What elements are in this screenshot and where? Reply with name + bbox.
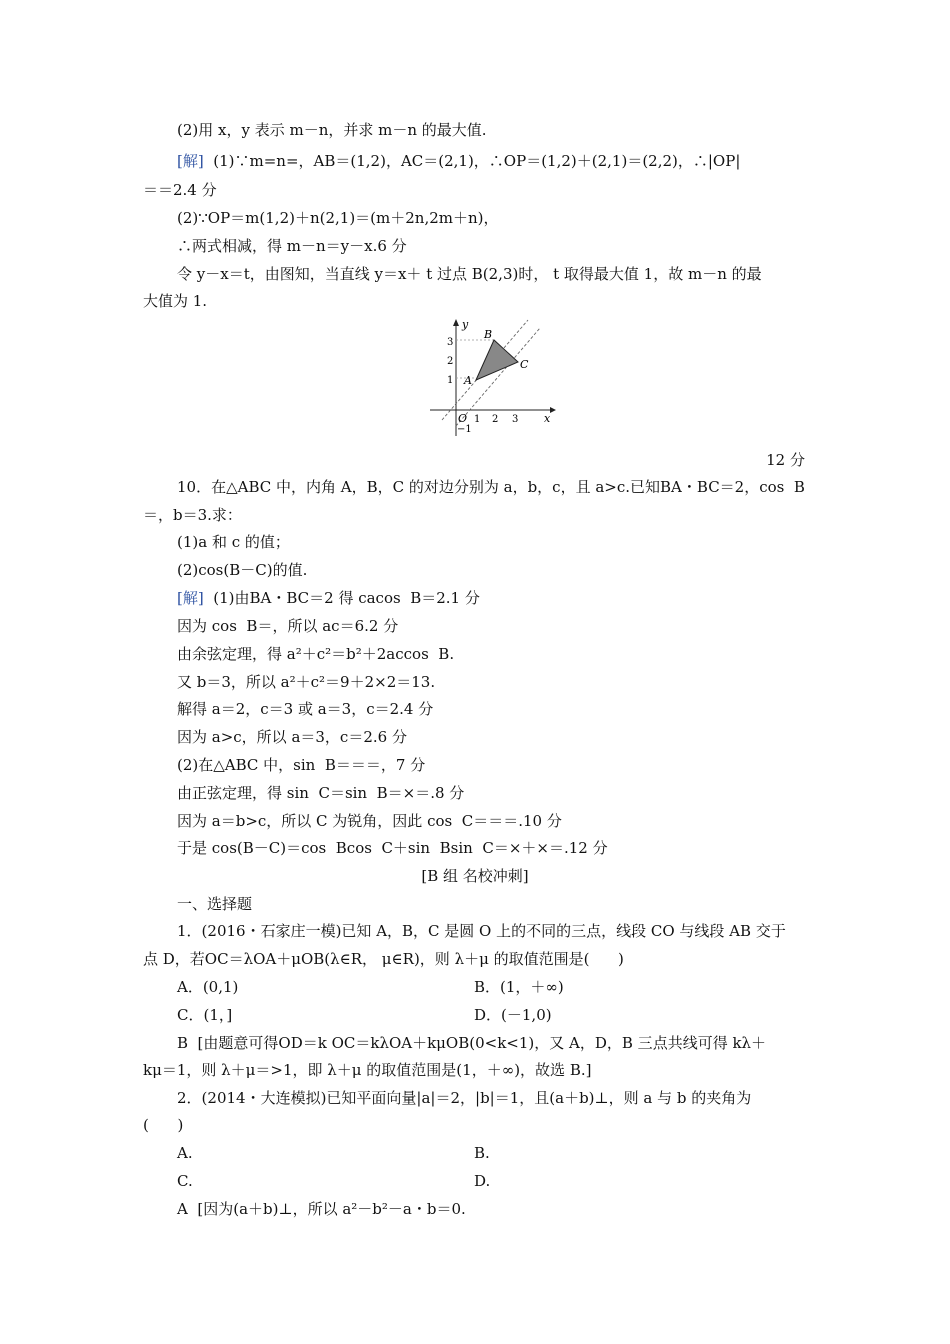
question-line: 2．(2014・大连模拟)已知平面向量|a|＝2，|b|＝1，且(a＋b)⊥，则 a 与 b 的夹角为	[177, 1089, 752, 1107]
text-line: 解得 a＝2，c＝3 或 a＝3，c＝2.4 分	[177, 700, 434, 718]
option-c: C.	[177, 1172, 193, 1190]
y-tick: −1	[457, 424, 472, 435]
text-line: (2)用 x，y 表示 m－n，并求 m－n 的最大值.	[177, 121, 487, 139]
text-line: 因为 a＝b>c，所以 C 为锐角，因此 cos C＝＝＝.10 分	[177, 812, 562, 830]
text-line: (2)在△ABC 中，sin B＝＝＝，7 分	[177, 756, 426, 774]
solution-line	[177, 588, 480, 608]
point-label-a: A	[464, 374, 472, 387]
coordinate-figure	[428, 318, 558, 438]
text-line: 点 D，若OC＝λOA＋μOB(λ∈R， μ∈R)，则 λ＋μ 的取值范围是( )	[143, 950, 624, 968]
solution-tag: [解]	[177, 589, 204, 607]
y-tick: 1	[447, 375, 454, 386]
answer-line: B [由题意可得OD＝k OC＝kλOA＋kμOB(0<k<1)，又 A，D，B 三点共线可得 kλ＋	[177, 1034, 767, 1052]
option-d: D.	[474, 1172, 491, 1190]
point-label-c: C	[520, 358, 529, 371]
text-line: 于是 cos(B－C)＝cos Bcos C＋sin Bsin C＝×＋×＝.12 分	[177, 839, 608, 857]
option-c: C．(1，]	[177, 1006, 233, 1024]
score-note: 12 分	[766, 451, 805, 469]
solution-text: (1)由BA・BC＝2 得 cacos B＝2.1 分	[203, 589, 480, 607]
feasible-region	[476, 340, 518, 380]
text-line: 大值为 1.	[143, 292, 208, 310]
answer-line: A [因为(a＋b)⊥，所以 a²－b²－a・b＝0.	[177, 1200, 466, 1218]
text-line: 因为 a>c，所以 a＝3，c＝2.6 分	[177, 728, 407, 746]
text-line: (1)a 和 c 的值；	[177, 533, 290, 551]
subsection-heading: 一、选择题	[177, 895, 253, 913]
x-tick: 3	[512, 414, 519, 425]
text-line: 因为 cos B＝，所以 ac＝6.2 分	[177, 617, 399, 635]
point-label-b: B	[484, 328, 493, 341]
text-line: 令 y－x＝t，由图知，当直线 y＝x＋ t 过点 B(2,3)时， t 取得最大值 1，故 m－n 的最	[177, 265, 762, 283]
text-line: kμ＝1，则 λ＋μ＝>1，即 λ＋μ 的取值范围是(1，＋∞)，故选 B.]	[143, 1061, 592, 1079]
text-line: ( )	[143, 1116, 184, 1134]
option-d: D．(－1,0)	[474, 1006, 552, 1024]
option-b: B.	[474, 1144, 490, 1162]
text-line: (2)∵OP＝m(1,2)＋n(2,1)＝(m＋2n,2m＋n)，	[177, 209, 499, 227]
option-b: B．(1，＋∞)	[474, 978, 564, 996]
text-line: 又 b＝3，所以 a²＋c²＝9＋2×2＝13.	[177, 673, 436, 691]
solution-text: (1)∵m=n=，AB＝(1,2)，AC＝(2,1)，∴OP＝(1,2)＋(2,1)＝(2,2)，∴|OP|	[203, 152, 741, 170]
text-line: ＝，b＝3.求：	[143, 506, 242, 524]
text-line: 由余弦定理，得 a²＋c²＝b²＋2accos B.	[177, 645, 455, 663]
y-axis-label: y	[462, 318, 469, 331]
section-heading: [B 组 名校冲刺]	[421, 867, 529, 885]
text-line: (2)cos(B－C)的值.	[177, 561, 308, 579]
text-line: ∴两式相减，得 m－n＝y－x.6 分	[177, 237, 407, 255]
solution-tag: [解]	[177, 152, 204, 170]
question-line: 1．(2016・石家庄一模)已知 A，B，C 是圆 O 上的不同的三点，线段 CO 与线段 AB 交于	[177, 922, 786, 940]
solution-line	[177, 151, 740, 171]
x-tick: 1	[474, 414, 481, 425]
origin-label: O	[458, 412, 468, 425]
y-tick: 2	[447, 356, 454, 367]
x-axis-label: x	[544, 412, 551, 425]
option-a: A．(0,1)	[177, 978, 239, 996]
y-tick: 3	[447, 337, 454, 348]
text-line: ＝＝2.4 分	[143, 181, 217, 199]
question-line: 10．在△ABC 中，内角 A，B，C 的对边分别为 a，b，c，且 a>c.已知BA・BC＝2，cos B	[177, 478, 805, 496]
option-a: A.	[177, 1144, 193, 1162]
text-line: 由正弦定理，得 sin C＝sin B＝×＝.8 分	[177, 784, 465, 802]
x-tick: 2	[492, 414, 499, 425]
